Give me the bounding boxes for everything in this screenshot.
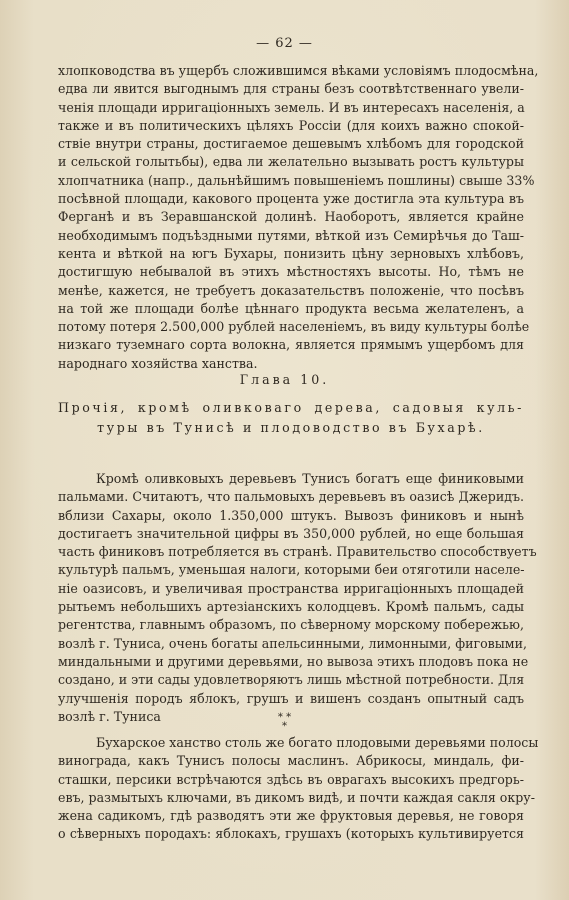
- text-line: возлѣ г. Туниса, очень богаты апельсинными, лимонными, фиговыми,: [58, 635, 527, 651]
- text-line: ствіе внутри страны, достигаемое дешевымъ хлѣбомъ для городской: [58, 136, 524, 152]
- text-line: жена садикомъ, гдѣ разводятъ эти же фруктовыя деревья, не говоря: [58, 808, 524, 824]
- chapter-label: Глава 10.: [239, 372, 330, 387]
- page-number: — 62 —: [256, 36, 313, 51]
- text-line: создано, и эти сады удовлетворяютъ лишь мѣстной потребности. Для: [58, 672, 525, 688]
- section-asterism: [0, 713, 569, 731]
- text-line: достигшую небывалой въ этихъ мѣстностяхъ высоты. Но, тѣмъ не: [58, 264, 524, 280]
- text-line: также и въ политическихъ цѣляхъ Россіи (для коихъ важно спокой-: [58, 117, 524, 133]
- text-line: рытьемъ небольшихъ артезіанскихъ колодцевъ. Кромѣ пальмъ, сады: [58, 599, 524, 615]
- text-line: на той же площади болѣе цѣннаго продукта весьма желателенъ, а: [58, 300, 524, 316]
- text-line: народнаго хозяйства ханства.: [58, 355, 258, 371]
- asterism-top: * *: [277, 712, 292, 723]
- text-line: хлопководства въ ущербъ сложившимся вѣками условіямъ плодосмѣна,: [58, 63, 539, 78]
- chapter-title: [58, 398, 524, 438]
- text-line: улучшенія породъ яблокъ, грушъ и вишенъ созданъ опытный садъ: [58, 690, 524, 706]
- text-line: культурѣ пальмъ, уменьшая налоги, которыми беи отяготили населе-: [58, 562, 525, 578]
- chapter-title-line: Прочія, кромѣ оливковаго дерева, садовыя куль-: [58, 400, 524, 415]
- text-line: миндальными и другими деревьями, но вывоза этихъ плодовъ пока не: [58, 653, 529, 669]
- text-line: регентства, главнымъ образомъ, по сѣверному морскому побережью,: [58, 617, 524, 633]
- asterism-bottom: *: [282, 721, 287, 732]
- text-line: о сѣверныхъ породахъ: яблокахъ, грушахъ (которыхъ культивируется: [58, 826, 524, 842]
- text-line: хлопчатника (напр., дальнѣйшимъ повышеніемъ пошлины) свыше 33%: [58, 172, 535, 188]
- text-line: винограда, какъ Тунисъ полосы маслинъ. Абрикосы, миндаль, фи-: [58, 753, 524, 769]
- text-line: необходимымъ подъѣздными путями, вѣткой изъ Семирѣчья до Таш-: [58, 227, 524, 243]
- text-line: Кромѣ оливковыхъ деревьевъ Тунисъ богатъ еще финиковыми: [96, 471, 524, 486]
- text-line: посѣвной площади, какового процента уже достигла эта культура въ: [58, 191, 524, 207]
- paragraph-tunis-gardens: [58, 470, 537, 726]
- text-line: низкаго туземнаго сорта волокна, является прямымъ ущербомъ для: [58, 337, 524, 353]
- text-line: достигаетъ значительной цифры въ 350,000 рублей, но еще большая: [58, 525, 524, 541]
- text-line: часть финиковъ потребляется въ странѣ. Правительство способствуетъ: [58, 544, 537, 560]
- text-line: ніе оазисовъ, и увеличивая пространства ирригаціонныхъ площадей: [58, 580, 524, 596]
- text-line: возлѣ г. Туниса: [58, 708, 161, 724]
- text-line: потому потеря 2.500,000 рублей населеніемъ, въ виду культуры болѣе: [58, 319, 530, 335]
- chapter-title-line: туры въ Тунисѣ и плодоводство въ Бухарѣ.: [97, 420, 485, 435]
- text-line: менѣе, кажется, не требуетъ доказательствъ положеніе, что посѣвъ: [58, 282, 524, 298]
- paragraph-bukhara-fruit: [58, 734, 539, 844]
- text-line: сташки, персики встрѣчаются здѣсь въ оврагахъ высокихъ предгорь-: [58, 771, 524, 787]
- text-line: ченія площади ирригаціонныхъ земель. И въ интересахъ населенія, а: [58, 99, 525, 115]
- text-line: Ферганѣ и въ Зеравшанской долинѣ. Наоборотъ, является крайне: [58, 209, 524, 225]
- text-line: кента и вѣткой на югъ Бухары, понизить цѣну зерновыхъ хлѣбовъ,: [58, 245, 524, 261]
- text-line: евъ, размытыхъ ключами, въ дикомъ видѣ, и почти каждая сакля окру-: [58, 789, 535, 805]
- text-line: пальмами. Считаютъ, что пальмовыхъ деревьевъ въ оазисѣ Джеридъ.: [58, 489, 524, 505]
- text-line: Бухарское ханство столь же богато плодовыми деревьями полосы: [96, 735, 539, 750]
- paragraph-cotton: [58, 62, 539, 373]
- text-line: едва ли явится выгоднымъ для страны безъ соотвѣтственнаго увели-: [58, 81, 524, 97]
- text-line: вблизи Сахары, около 1.350,000 штукъ. Вывозъ финиковъ и нынѣ: [58, 507, 524, 523]
- text-line: и сельской голытьбы), едва ли желательно вызывать ростъ культуры: [58, 154, 524, 170]
